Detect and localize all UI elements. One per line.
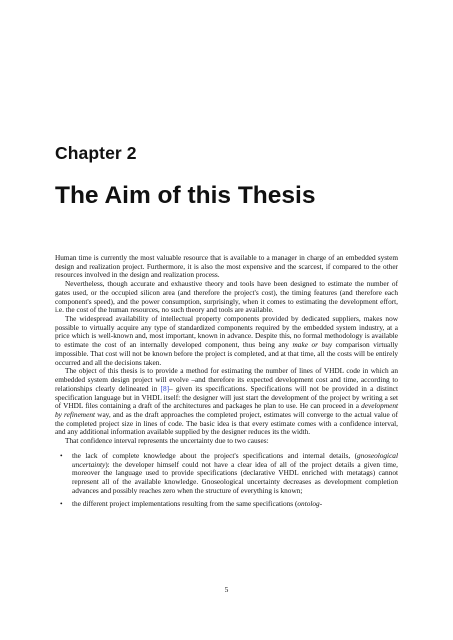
bullet-list <box>55 452 398 509</box>
citation-link[interactable]: [8] <box>160 383 170 393</box>
paragraph <box>55 315 398 367</box>
list-item <box>72 452 398 496</box>
text-run: ): the developer himself could not have a clear idea of all of the project details a given time, moreover the language used to provide specifications (declarative VHDL enriched with metatags) cannot represent all of the available knowledge. Gnoseological uncertainty decreases as development completion advances and possibly reaches zero when the structure of everything is known; <box>72 459 398 495</box>
page-number: 5 <box>224 585 229 594</box>
text-run: The widespread availability of intellectual property components provided by dedicated suppliers, makes now possible to virtually acquire any type of standardized components required by the embedded system industry, at a price which is well-known and, most important, known in advance. Despite this, no formal methodology is available to estimate the cost of an internally developed component, thus being any <box>55 314 398 350</box>
text-run: way, and as the draft approaches the completed project, estimates will converge to the actual value of the completed project size in lines of code. The basic idea is that every estimate comes with a confidence interval, and any additional information available supplied by the designer reduces its the width. <box>55 409 398 437</box>
body-text <box>55 254 398 514</box>
paragraph: Human time is currently the most valuable resource that is available to a manager in charge of an embedded system design and realization project. Furthermore, it is also the most expensive and the scarcest, if compared to the other resources involved in the design and realization process. <box>55 253 398 280</box>
text-run: the lack of complete knowledge about the project's specifications and internal details, ( <box>72 450 358 460</box>
emphasis: development by refinement <box>55 401 398 419</box>
chapter-label: Chapter 2 <box>55 143 137 163</box>
list-item <box>72 500 398 509</box>
emphasis: ontolog- <box>297 499 323 509</box>
text-run: – given its specifications. Specifications will not be provided in a distinct specification language but in VHDL itself: the designer will just start the development of the project by writing a set of VHDL files containing a draft of the architectures and packages he plan to use. He can proceed in a <box>55 383 398 411</box>
chapter-title: The Aim of this Thesis <box>55 182 316 209</box>
text-run: The object of this thesis is to provide a method for estimating the number of lines of VHDL code in which an embedded system design project will evolve –and therefore its expected development cost and time, according to relationships clearly delineated in <box>55 366 398 393</box>
paragraph: Nevertheless, though accurate and exhaustive theory and tools have been designed to estimate the number of gates used, or the occupied silicon area (and therefore the project's cost), the timing features (and therefore each component's speed), and the power consumption, surprisingly, when it comes to estimating the development effort, i.e. the cost of the human resources, no such theory and tools are available. <box>55 279 398 315</box>
text-run: comparison virtually impossible. That cost will not be known before the project is completed, and at that time, all the costs will be entirely occurred and all the decisions taken. <box>55 340 398 367</box>
emphasis: gnoseological uncertainty <box>72 450 398 469</box>
emphasis: make or buy <box>292 340 333 350</box>
text-run: the different project implementations resulting from the same specifications ( <box>72 499 298 509</box>
paragraph: That confidence interval represents the uncertainty due to two causes: <box>65 436 269 446</box>
paragraph <box>55 367 398 437</box>
